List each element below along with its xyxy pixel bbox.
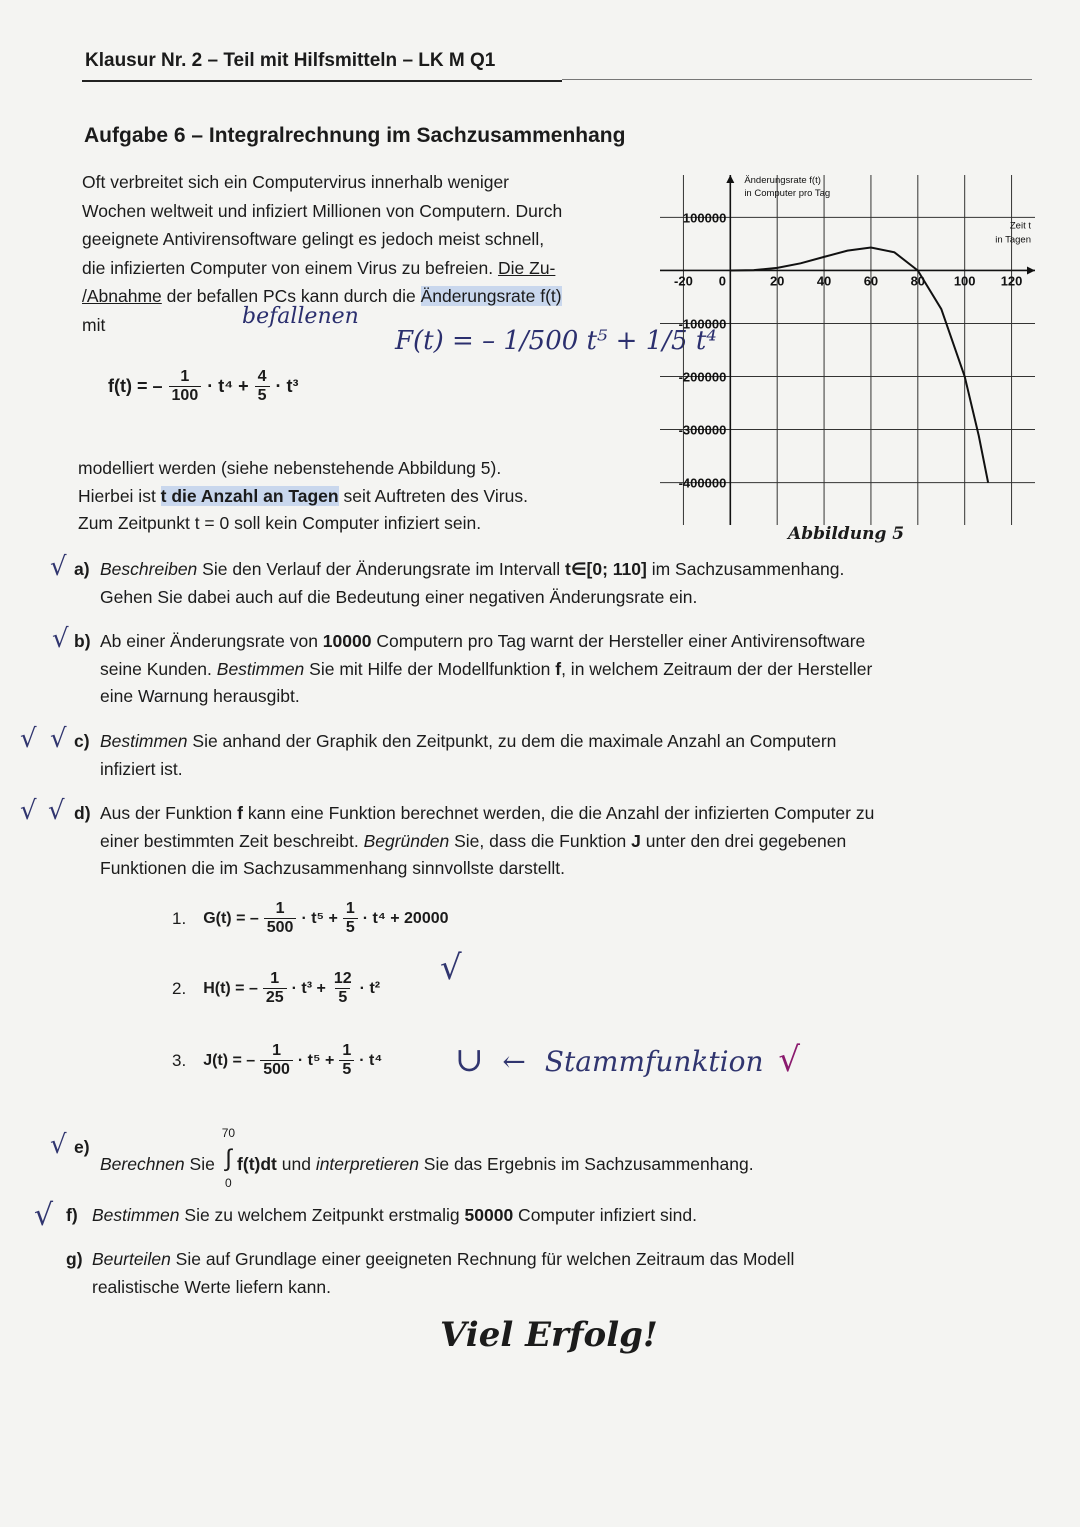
y-axis-arrow-icon [726,175,734,183]
task-e: e) Berechnen Sie 70 ∫ 0 f(t)dt und interpretieren Sie das Ergebnis im Sachzusammenhang. [100,1134,754,1197]
rate-chart-svg [655,165,1040,545]
handwritten-correction: befallenen [242,304,359,329]
check-mark-icon: √ [50,552,67,582]
x-tick-label: 20 [769,273,785,289]
check-mark-icon: √ [52,624,69,654]
task-title: Aufgabe 6 – Integralrechnung im Sachzusammenhang [84,124,626,147]
check-mark-icon: √ [50,1130,67,1160]
exam-header-title: Klausur Nr. 2 – Teil mit Hilfsmitteln – LK M Q1 [85,50,496,71]
option-h: 2. H(t) = – $\frac{1}{25}$ · t³ + $\frac{12}{5}$ · t² [172,970,381,1006]
task-c: c) Bestimmen Sie anhand der Graphik den Zeitpunkt, zu dem die maximale Anzahl an Computern infiziert ist. [74,731,837,779]
task-intro [82,168,652,339]
x-tick-label: 120 [1000,273,1023,289]
intro-line: Hierbei ist t die Anzahl an Tagen seit Auftreten des Virus. [78,485,528,506]
intro-line: mit [82,314,106,335]
intro-line: modelliert werden (siehe nebenstehende Abbildung 5). [78,458,502,478]
check-mark-icon: √ [20,724,37,754]
task-g: g) Beurteilen Sie auf Grundlage einer geeigneten Rechnung für welchen Zeitraum das Modell realistische Werte liefern kann. [66,1249,795,1297]
intro-line: geeignete Antivirensoftware gelingt es jedoch meist schnell, [82,229,545,249]
intro-line: Wochen weltweit und infiziert Millionen von Computern. Durch [82,200,563,221]
intro-line: die infizierten Computer von einem Virus zu befreien. Die Zu- [82,257,556,278]
task-a: a) Beschreiben Sie den Verlauf der Änderungsrate im Intervall t∈[0; 110] im Sachzusammenhang. Gehen Sie dabei auch auf die Bedeutung einer negativen Änderungsrate ein. [74,559,845,607]
y-axis-label: Änderungsrate f(t) [744,175,821,186]
task-b: b) Ab einer Änderungsrate von 10000 Computern pro Tag warnt der Hersteller einer Antivirensoftware seine Kunden. Bestimmen Sie mit Hilfe der Modellfunktion f, in welchem Zeitraum der der Hersteller eine Warnung herausgibt. [74,631,873,706]
figure-caption: Abbildung 5 [788,524,905,544]
handwritten-antiderivative: F(t) = – 1/500 t⁵ + 1/5 t⁴ [395,326,717,356]
intro-line: Oft verbreitet sich ein Computervirus innerhalb weniger [82,172,509,192]
option-j: 3. J(t) = – $\frac{1}{500}$ · t⁵ + $\frac{1}{5}$ · t⁴ [172,1042,383,1078]
intro-line: Zum Zeitpunkt t = 0 soll kein Computer infiziert sein. [78,513,482,533]
x-tick-label: 40 [816,273,832,289]
check-mark-icon: √ [48,796,65,826]
x-axis-arrow-icon [1027,266,1035,274]
y-tick-label: -300000 [678,422,727,438]
y-tick-label: -400000 [678,475,727,491]
x-tick-label: -20 [674,273,693,289]
check-mark-icon: √ [778,1040,801,1080]
y-tick-label: -200000 [678,369,727,385]
x-tick-label: 80 [910,273,926,289]
intro-line: /Abnahme der befallen PCs kann durch die Änderungsrate f(t) [82,286,562,306]
y-tick-label: 100000 [682,210,727,226]
check-mark-icon: √ [440,948,462,988]
x-tick-label: 60 [863,273,879,289]
task-d: d) Aus der Funktion f kann eine Funktion berechnet werden, die die Anzahl der infizierten Computer zu einer bestimmten Zeit beschreibt. Begründen Sie, dass die Funktion J unter den drei gegebenen Funktionen die im Sachzusammenhang sinnvollste darstellt. [74,803,875,878]
integral-symbol: 70 ∫ 0 [221,1126,236,1190]
task-intro-continued [78,455,678,538]
function-f-formula: f(t) = – $\frac{1}{100}$ · t⁴ + $\frac{4}{5}$ · t³ [108,368,299,404]
option-g: 1. G(t) = – $\frac{1}{500}$ · t⁵ + $\frac{1}{5}$ · t⁴ + 20000 [172,900,449,936]
check-mark-icon: √ [34,1198,54,1233]
y-tick-label: -100000 [678,316,727,332]
x-axis-label: in Tagen [995,234,1031,246]
x-axis-label: Zeit t [1009,220,1031,232]
closing-note: Viel Erfolg! [440,1315,658,1355]
x-tick-label: 100 [953,273,976,289]
task-f: f) Bestimmen Sie zu welchem Zeitpunkt erstmalig 50000 Computer infiziert sind. [66,1205,698,1225]
header-rule [82,80,562,82]
check-mark-icon: √ [20,796,37,826]
check-mark-icon: √ [50,724,67,754]
header-rule-extension [562,79,1032,80]
x-tick-label: 0 [718,273,726,289]
y-axis-label: in Computer pro Tag [744,188,831,199]
handwritten-note: ∪ ← Stammfunktion √ [455,1040,801,1080]
rate-chart [655,165,1040,545]
